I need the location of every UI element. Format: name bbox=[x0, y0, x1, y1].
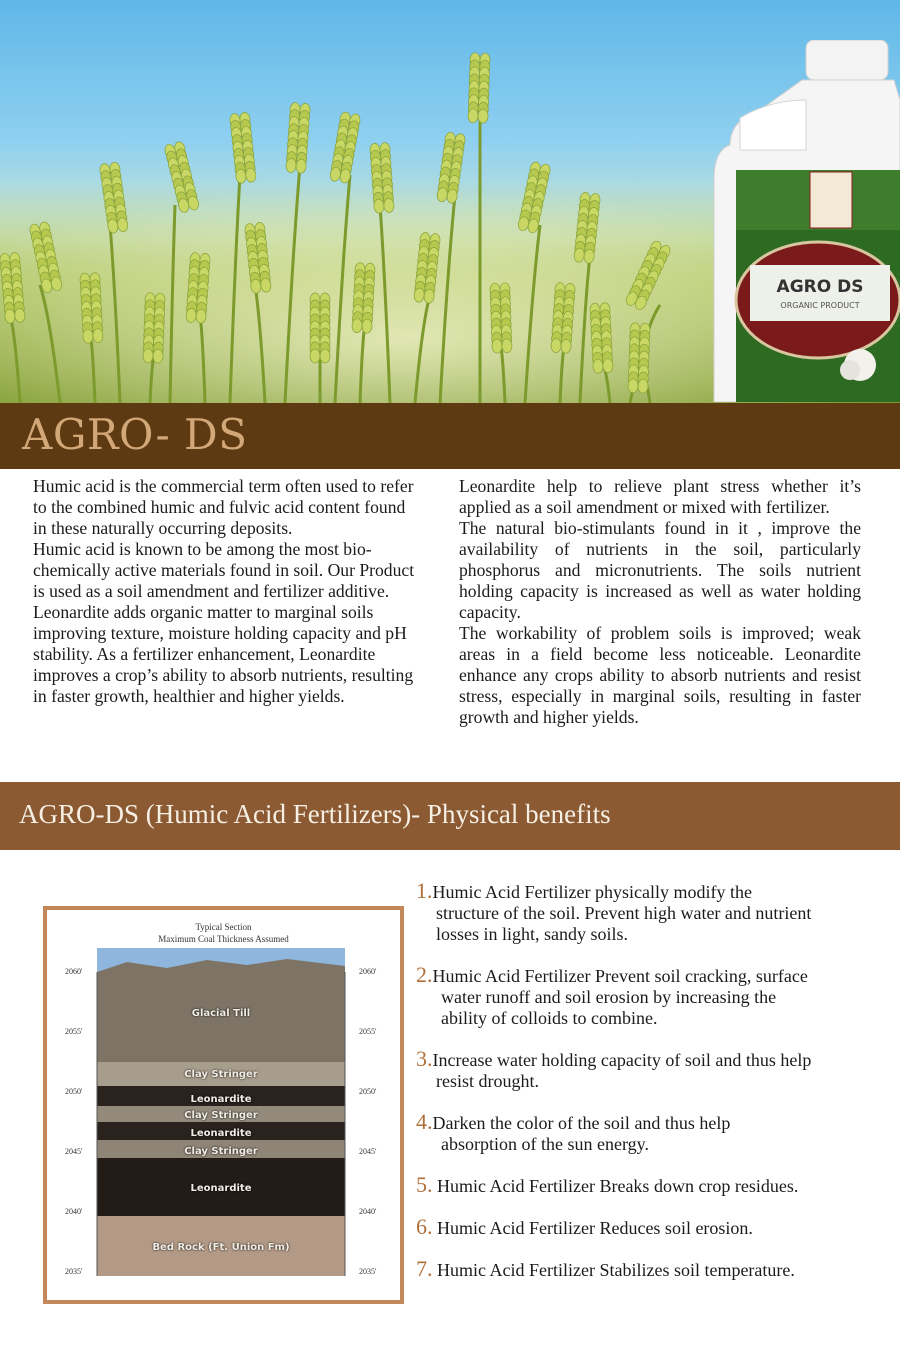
layer-label: Clay Stringer bbox=[184, 1069, 258, 1080]
benefit-number: 5. bbox=[416, 1172, 433, 1197]
benefit-text: losses in light, sandy soils. bbox=[436, 924, 629, 944]
product-title: AGRO- DS bbox=[22, 410, 248, 459]
depth-label: 2060' bbox=[359, 967, 377, 976]
benefit-text: Increase water holding capacity of soil and thus help bbox=[432, 1050, 812, 1070]
benefit-number: 1. bbox=[416, 878, 433, 903]
intro-paragraph: Leonardite adds organic matter to marginal soils improving texture, moisture holding capacity and pH stability. As a fertilizer enhancement, Leonardite improves a crop’s ability to absorb nutrients, resulting in faster growth, healthier and higher yields. bbox=[33, 602, 414, 706]
benefit-item bbox=[416, 1174, 896, 1197]
depth-label: 2035' bbox=[359, 1267, 377, 1276]
layer-label: Bed Rock (Ft. Union Fm) bbox=[152, 1242, 290, 1253]
benefit-text: Humic Acid Fertilizer Prevent soil cracking, surface bbox=[432, 966, 808, 986]
wheat-ear bbox=[143, 293, 165, 364]
benefit-item bbox=[416, 1258, 896, 1281]
intro-right-column bbox=[459, 476, 861, 728]
benefit-item bbox=[416, 1216, 896, 1239]
benefits-title: AGRO-DS (Humic Acid Fertilizers)- Physical benefits bbox=[19, 799, 611, 829]
benefit-text: Humic Acid Fertilizer Stabilizes soil temperature. bbox=[432, 1260, 795, 1280]
layer-label: Leonardite bbox=[190, 1183, 252, 1194]
benefit-item bbox=[416, 1048, 896, 1092]
depth-label: 2055' bbox=[359, 1027, 377, 1036]
hero-wheat-image bbox=[0, 0, 900, 403]
bottle-brand-label: AGRO DS bbox=[776, 277, 864, 297]
layer-label: Glacial Till bbox=[191, 1008, 251, 1019]
intro-left-column bbox=[33, 476, 418, 707]
layer-label: Leonardite bbox=[190, 1094, 252, 1105]
benefit-text: Humic Acid Fertilizer physically modify the bbox=[432, 882, 752, 902]
depth-label: 2060' bbox=[65, 967, 83, 976]
benefit-item bbox=[416, 964, 896, 1029]
benefit-number: 7. bbox=[416, 1256, 433, 1281]
benefit-text: Humic Acid Fertilizer Breaks down crop residues. bbox=[432, 1176, 799, 1196]
benefit-text: ability of colloids to combine. bbox=[441, 1008, 658, 1028]
wheat-ear bbox=[590, 302, 614, 373]
benefit-item bbox=[416, 1111, 896, 1155]
depth-label: 2050' bbox=[65, 1087, 83, 1096]
benefit-text: structure of the soil. Prevent high water and nutrient bbox=[436, 903, 812, 923]
soil-section-figure bbox=[43, 906, 404, 1304]
layer-label: Clay Stringer bbox=[184, 1146, 258, 1157]
intro-paragraph: The natural bio-stimulants found in it , improve the availability of nutrients in the soil, particularly phosphorus and micronutrients. The soils nutrient holding capacity is increased as well as water holding capacity. bbox=[459, 518, 861, 622]
depth-label: 2050' bbox=[359, 1087, 377, 1096]
benefits-title-band bbox=[0, 782, 900, 850]
intro-paragraph: Leonardite help to relieve plant stress whether it’s applied as a soil amendment or mixed with fertilizer. bbox=[459, 476, 861, 517]
wheat-ear bbox=[628, 323, 650, 394]
depth-label: 2045' bbox=[359, 1147, 377, 1156]
soil-caption-subtitle: Maximum Coal Thickness Assumed bbox=[158, 934, 289, 944]
benefit-number: 2. bbox=[416, 962, 433, 987]
depth-label: 2040' bbox=[359, 1207, 377, 1216]
product-bottle-image bbox=[710, 40, 900, 402]
benefit-text: absorption of the sun energy. bbox=[441, 1134, 649, 1154]
wheat-ear bbox=[468, 53, 490, 124]
depth-label: 2045' bbox=[65, 1147, 83, 1156]
benefit-text: resist drought. bbox=[436, 1071, 539, 1091]
benefit-text: water runoff and soil erosion by increasing the bbox=[441, 987, 777, 1007]
wheat-ear bbox=[352, 262, 376, 333]
benefit-text: Darken the color of the soil and thus help bbox=[432, 1113, 731, 1133]
intro-paragraph: Humic acid is known to be among the most bio-chemically active materials found in soil. Our Product is used as a soil amendment and fertilizer additive. bbox=[33, 539, 415, 601]
benefit-item bbox=[416, 880, 896, 945]
intro-paragraph: The workability of problem soils is improved; weak areas in a field become less noticeable. Leonardite enhance any crops ability to absorb nutrients and resist stress, especially in marginal soils, resulting in faster growth and higher yields. bbox=[459, 623, 861, 727]
bottle-sub-label: ORGANIC PRODUCT bbox=[780, 301, 860, 310]
benefit-number: 3. bbox=[416, 1046, 433, 1071]
intro-paragraph: Humic acid is the commercial term often used to refer to the combined humic and fulvic acid content found in these naturally occurring deposits. bbox=[33, 476, 414, 538]
benefit-number: 4. bbox=[416, 1109, 433, 1134]
wheat-ear bbox=[490, 283, 512, 354]
layer-label: Leonardite bbox=[190, 1128, 252, 1139]
depth-label: 2035' bbox=[65, 1267, 83, 1276]
layer-label: Clay Stringer bbox=[184, 1110, 258, 1121]
depth-label: 2055' bbox=[65, 1027, 83, 1036]
benefit-number: 6. bbox=[416, 1214, 433, 1239]
soil-caption-title: Typical Section bbox=[195, 922, 252, 932]
depth-label: 2040' bbox=[65, 1207, 83, 1216]
wheat-ear bbox=[80, 272, 104, 343]
benefit-text: Humic Acid Fertilizer Reduces soil erosion. bbox=[432, 1218, 753, 1238]
product-title-band bbox=[0, 403, 900, 469]
